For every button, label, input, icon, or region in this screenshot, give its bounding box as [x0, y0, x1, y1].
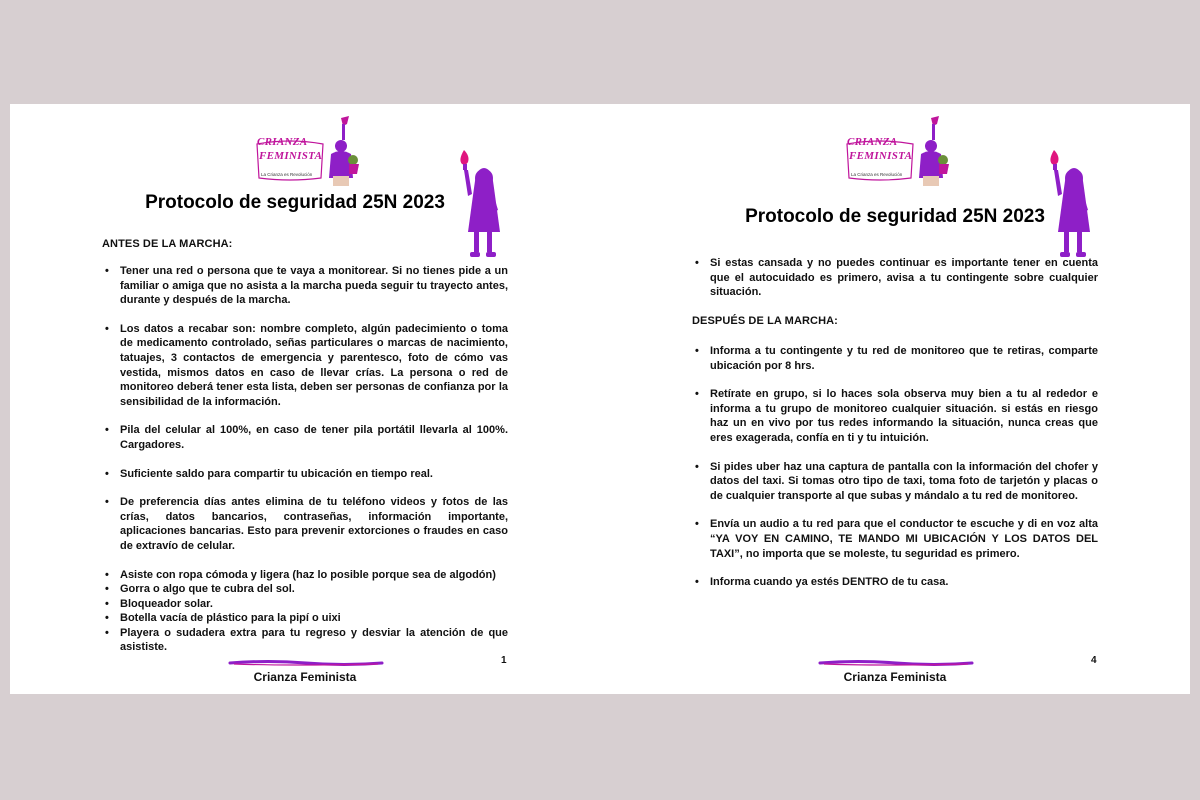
- list-item: • Tener una red o persona que te vaya a monitorear. Si no tienes pide a un familiar o amiga que no asista a la marcha pueda seguir tu trayecto antes, durante y después de la marcha.: [103, 264, 508, 308]
- page-number: 4: [1091, 655, 1097, 666]
- bullet-list-after: [693, 344, 1098, 590]
- logo-text-line2: FEMINISTA: [849, 150, 913, 162]
- crianza-feminista-logo: [255, 116, 365, 188]
- brush-stroke-divider: [228, 659, 384, 667]
- footer-brand: Crianza Feminista: [843, 670, 947, 684]
- document-page-1: [10, 104, 600, 694]
- logo-text-line1: CRIANZA: [257, 136, 308, 148]
- logo-text-line2: FEMINISTA: [259, 150, 323, 162]
- list-item: • Gorra o algo que te cubra del sol.: [103, 582, 508, 597]
- logo-tagline: La Crianza es Revolución: [261, 172, 313, 177]
- footer-brand: Crianza Feminista: [253, 670, 357, 684]
- bullet-list-intro: [693, 256, 1098, 300]
- list-item: • Asiste con ropa cómoda y ligera (haz lo posible porque sea de algodón): [103, 568, 508, 583]
- list-item: • Suficiente saldo para compartir tu ubicación en tiempo real.: [103, 467, 508, 482]
- list-item: • Retírate en grupo, si lo haces sola observa muy bien a tu al rededor e informa a tu grupo de monitoreo cualquier situación. si estás en riesgo haz un en vivo por tus redes informando la situación, nunca creas que eres exagerada, confía en ti y tu intuición.: [693, 387, 1098, 445]
- section-heading-after: DESPUÉS DE LA MARCHA:: [692, 315, 838, 327]
- logo-tagline: La Crianza es Revolución: [851, 172, 903, 177]
- crianza-feminista-logo: [845, 116, 955, 188]
- list-item: • Informa a tu contingente y tu red de monitoreo que te retiras, comparte ubicación por 8 hrs.: [693, 344, 1098, 373]
- list-item: • Si pides uber haz una captura de pantalla con la información del chofer y datos del taxi. Si tomas otro tipo de taxi, toma foto de tarjetón y placas o de cualquier transporte al que subas y mándalo a tu red de monitoreo.: [693, 460, 1098, 504]
- list-item: • De preferencia días antes elimina de tu teléfono videos y fotos de las crías, datos bancarios, contraseñas, información importante, aplicaciones bancarias. Esto para prevenir extorciones o fraudes en caso de extravío de celular.: [103, 495, 508, 553]
- list-item: • Pila del celular al 100%, en caso de tener pila portátil llevarla al 100%. Cargadores.: [103, 423, 508, 452]
- list-item: • Playera o sudadera extra para tu regreso y desviar la atención de que asististe.: [103, 626, 508, 655]
- list-item: • Informa cuando ya estés DENTRO de tu casa.: [693, 575, 1098, 590]
- document-page-4: [600, 104, 1190, 694]
- list-item: • Bloqueador solar.: [103, 597, 508, 612]
- section-heading-before: ANTES DE LA MARCHA:: [102, 238, 233, 250]
- brush-stroke-divider: [818, 659, 974, 667]
- page-title: Protocolo de seguridad 25N 2023: [145, 192, 445, 213]
- bullet-list-before: [103, 264, 508, 655]
- logo-text-line1: CRIANZA: [847, 136, 898, 148]
- list-item: • Botella vacía de plástico para la pipí o uixi: [103, 611, 508, 626]
- list-item: • Si estas cansada y no puedes continuar es importante tener en cuenta que el autocuidado es primero, avisa a tu contingente sobre cualquier situación.: [693, 256, 1098, 300]
- page-number: 1: [501, 655, 507, 666]
- list-item: • Envía un audio a tu red para que el conductor te escuche y di en voz alta “YA VOY EN CAMINO, TE MANDO MI UBICACIÓN Y LOS DATOS DEL TAXI”, no importa que se moleste, tu seguridad es primero.: [693, 517, 1098, 561]
- girl-holding-torch-icon: [1046, 148, 1098, 260]
- list-item: • Los datos a recabar son: nombre completo, algún padecimiento o toma de medicamento controlado, señas particulares o marcas de nacimiento, tatuajes, 3 contactos de emergencia y parentesco, foto de cómo vas vestida, mismos datos en caso de llevar crías. La persona o red de monitoreo deberá tener esta lista, deben ser personas de confianza por la sensibilidad de la información.: [103, 322, 508, 410]
- page-title: Protocolo de seguridad 25N 2023: [745, 206, 1045, 227]
